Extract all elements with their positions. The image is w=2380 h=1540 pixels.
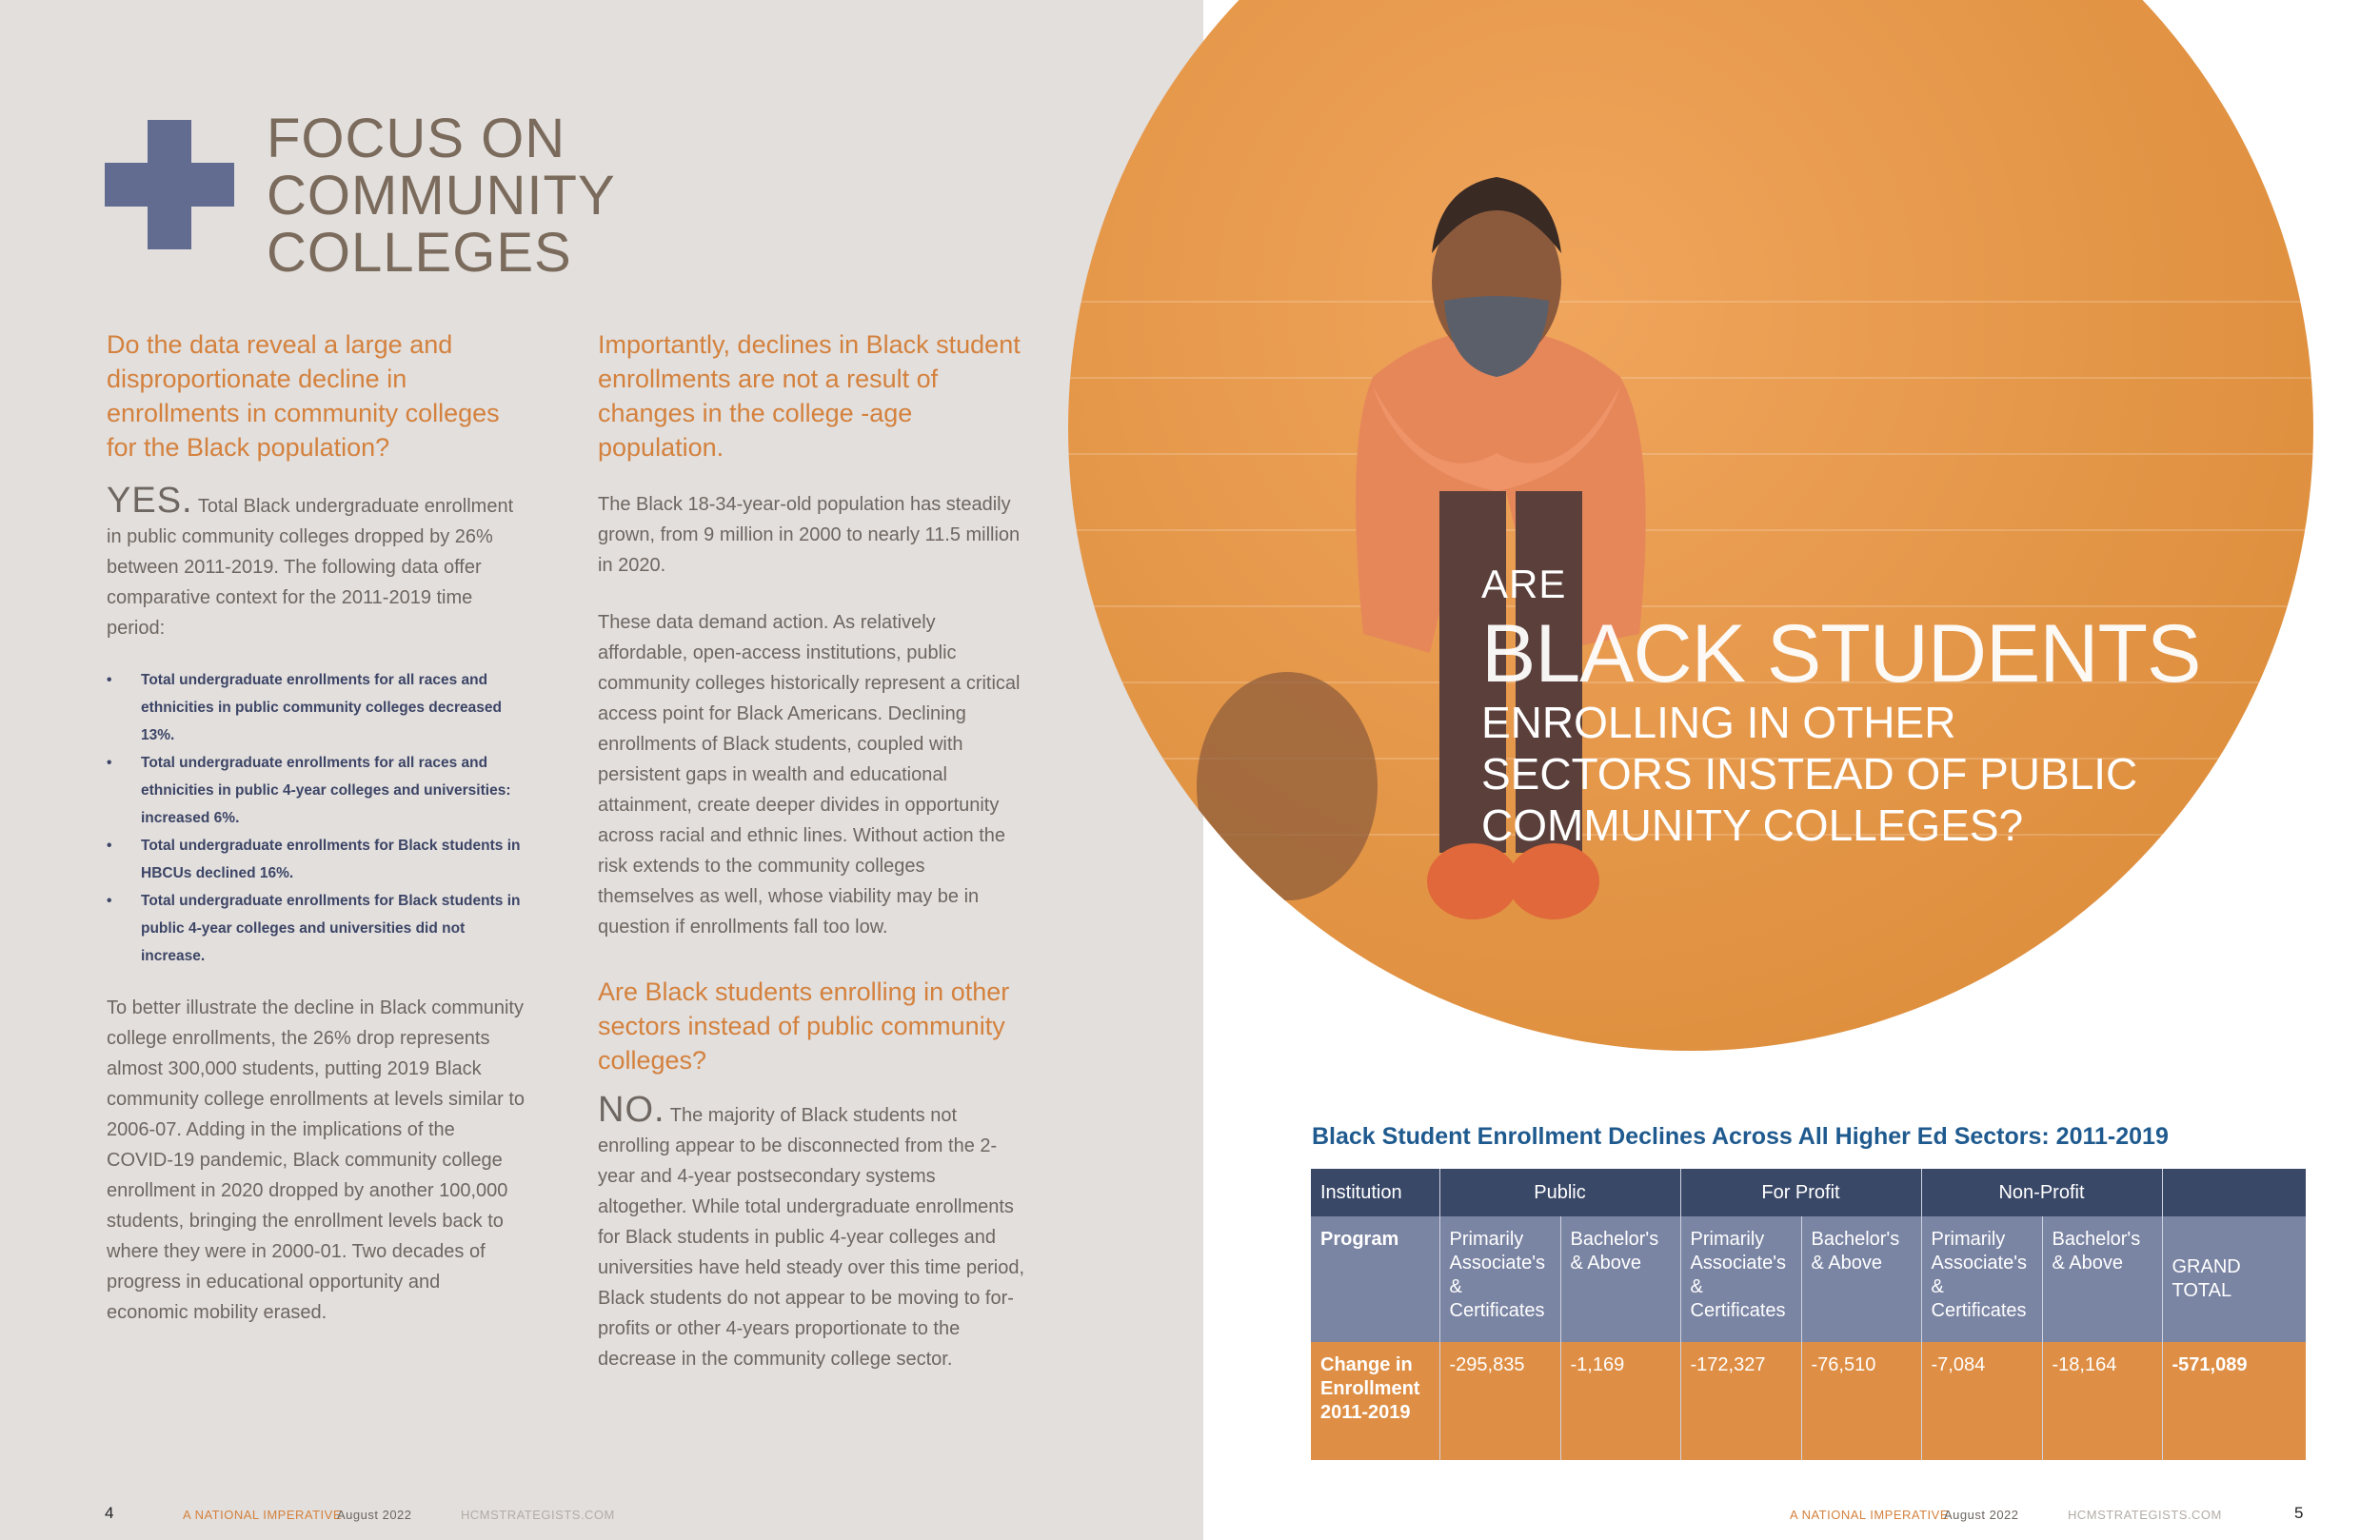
table-title: Black Student Enrollment Declines Across All Higher Ed Sectors: 2011-2019 xyxy=(1312,1123,2169,1150)
no-paragraph: NO. The majority of Black students not enrolling appear to be disconnected from the 2-year and 4-year postsecondary systems altogether. While total undergraduate enrollments for Black students in public 4-year colleges and universities have held steady over this time period, Black students do not appear to be moving to for-profits or other 4-years proportionate to the decrease in the community college sector. xyxy=(598,1090,1025,1370)
value-cell: -18,164 xyxy=(2042,1342,2162,1460)
change-label: Change in Enrollment 2011-2019 xyxy=(1311,1342,1439,1460)
program-cell: Primarily Associate's & Certificates xyxy=(1921,1216,2042,1342)
middle-column xyxy=(598,327,1026,1374)
change-row xyxy=(1311,1342,2306,1460)
institution-header: Institution xyxy=(1311,1169,1439,1216)
program-cell: Bachelor's & Above xyxy=(1560,1216,1680,1342)
sectors-heading: Are Black students enrolling in other sectors instead of public community colleges? xyxy=(598,977,1010,1075)
list-item: • Total undergraduate enrollments for Black students in HBCUs declined 16%. xyxy=(107,832,526,887)
plus-cross-icon xyxy=(105,120,234,249)
for-profit-header: For Profit xyxy=(1680,1169,1921,1216)
page-title: FOCUS ON COMMUNITY COLLEGES xyxy=(267,108,616,284)
grand-total-value: -571,089 xyxy=(2162,1342,2306,1460)
value-cell: -1,169 xyxy=(1560,1342,1680,1460)
question-heading: Do the data reveal a large and disproportionate decline in enrollments in community colleges for the Black population? xyxy=(107,330,500,462)
footer-date-right: August 2022 xyxy=(1944,1508,2019,1522)
program-row xyxy=(1311,1216,2306,1342)
value-cell: -76,510 xyxy=(1801,1342,1921,1460)
footer-website-right[interactable]: HCMSTRATEGISTS.COM xyxy=(2068,1508,2222,1522)
enrollment-table xyxy=(1311,1169,2306,1460)
program-cell: Primarily Associate's & Certificates xyxy=(1439,1216,1560,1342)
action-paragraph: These data demand action. As relatively affordable, open-access institutions, public community colleges historically represent a critical access point for Black Americans. Declining enrollments of Black students, coupled with persistent gaps in wealth and educational attainment, create deeper divides in opportunity across racial and ethnic lines. Without action the risk extends to the community colleges themselves as well, whose viability may be in question if enrollments fall too low. xyxy=(598,612,1021,938)
program-label: Program xyxy=(1311,1216,1439,1342)
footer-website[interactable]: HCMSTRATEGISTS.COM xyxy=(461,1508,615,1522)
footer-imperative: A NATIONAL IMPERATIVE xyxy=(183,1508,343,1522)
decline-paragraph: To better illustrate the decline in Black community college enrollments, the 26% drop represents almost 300,000 students, putting 2019 Black community college enrollments at levels similar to 2006-07. Adding in the implications of the COVID-19 pandemic, Black community college enrollment in 2020 dropped by another 100,000 students, bringing the enrollment levels back to where they were in 2000-01. Two decades of progress in educational opportunity and economic mobility erased. xyxy=(107,997,526,1323)
yes-lead: YES. xyxy=(107,481,193,521)
footer-imperative-right: A NATIONAL IMPERATIVE xyxy=(1790,1508,1950,1522)
left-column xyxy=(107,327,526,1328)
list-item: • Total undergraduate enrollments for all races and ethnicities in public 4-year colleges and universities: increased 6%. xyxy=(107,749,526,832)
list-item: • Total undergraduate enrollments for Black students in public 4-year colleges and universities did not increase. xyxy=(107,887,526,970)
program-cell: Primarily Associate's & Certificates xyxy=(1680,1216,1801,1342)
comparison-list xyxy=(107,666,526,970)
value-cell: -7,084 xyxy=(1921,1342,2042,1460)
page-number-right: 5 xyxy=(2294,1504,2304,1522)
program-cell: Bachelor's & Above xyxy=(2042,1216,2162,1342)
empty-header-cell xyxy=(2162,1169,2306,1216)
public-header: Public xyxy=(1439,1169,1680,1216)
list-item: • Total undergraduate enrollments for all races and ethnicities in public community colleges decreased 13%. xyxy=(107,666,526,749)
value-cell: -172,327 xyxy=(1680,1342,1801,1460)
page-number: 4 xyxy=(105,1504,114,1522)
population-heading: Importantly, declines in Black student enrollments are not a result of changes in the college -age population. xyxy=(598,330,1021,462)
value-cell: -295,835 xyxy=(1439,1342,1560,1460)
non-profit-header: Non-Profit xyxy=(1921,1169,2162,1216)
question-black-students: BLACK STUDENTS xyxy=(1481,608,2201,700)
yes-paragraph: YES. Total Black undergraduate enrollment in public community colleges dropped by 26% between 2011-2019. The following data offer comparative context for the 2011-2019 time period: xyxy=(107,481,514,639)
question-rest: ENROLLING IN OTHER SECTORS INSTEAD OF PUBLIC COMMUNITY COLLEGES? xyxy=(1481,698,2138,850)
footer-date: August 2022 xyxy=(337,1508,412,1522)
question-are: ARE xyxy=(1481,562,1567,606)
no-lead: NO. xyxy=(598,1090,665,1130)
program-cell: Bachelor's & Above xyxy=(1801,1216,1921,1342)
table-header-row xyxy=(1311,1169,2306,1216)
grand-total-label: GRAND TOTAL xyxy=(2162,1216,2306,1342)
population-paragraph: The Black 18-34-year-old population has steadily grown, from 9 million in 2000 to nearly 11.5 million in 2020. xyxy=(598,494,1021,576)
